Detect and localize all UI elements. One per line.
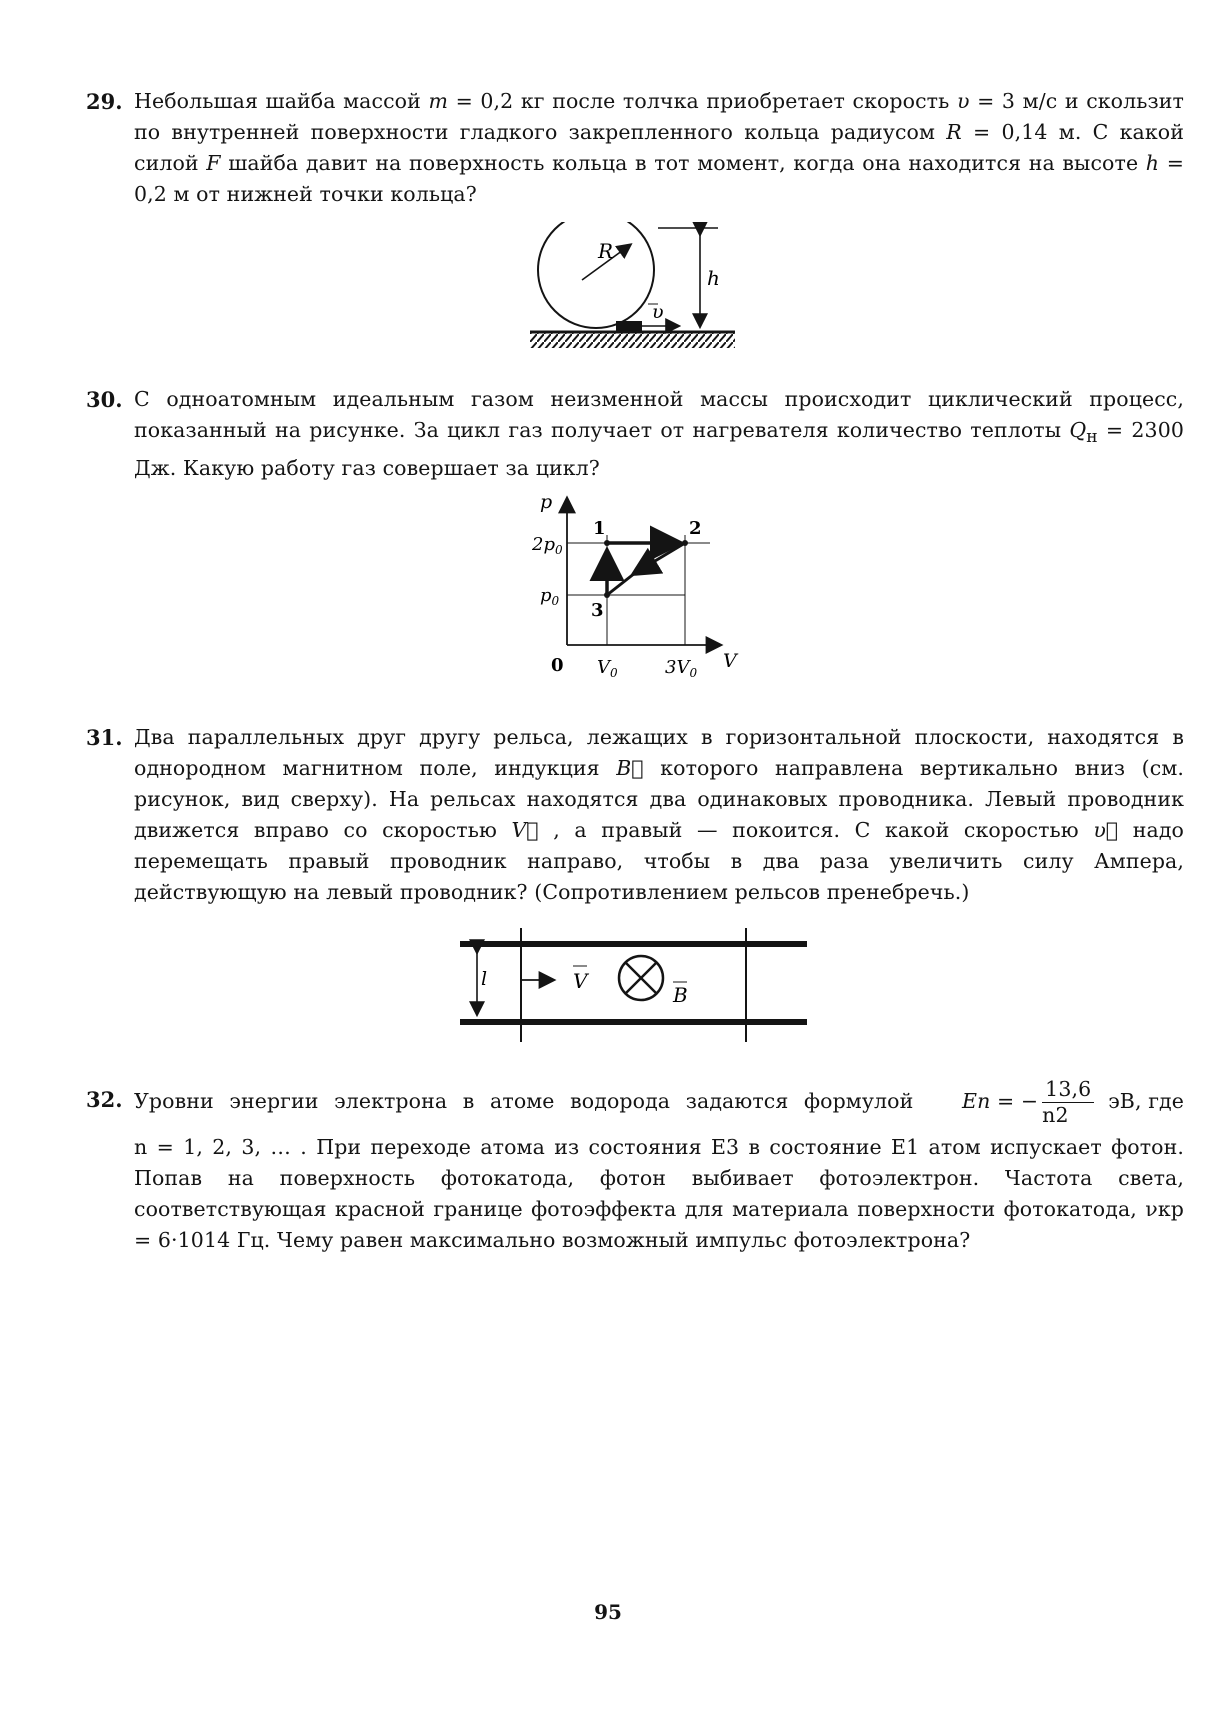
- formula-numerator: 13,6: [1042, 1076, 1094, 1103]
- formula-intro: Уровни энергии электрона в атоме водорода задаются формулой: [134, 1088, 914, 1113]
- pv-diagram: [530, 495, 740, 685]
- rails-figure: [455, 922, 815, 1047]
- problem-30: [86, 384, 1186, 484]
- y-axis-label: p: [540, 495, 553, 513]
- formula-fraction: [1042, 1076, 1094, 1127]
- formula-lhs: En = −: [962, 1088, 1039, 1113]
- formula-unit: эВ, где: [1108, 1088, 1184, 1113]
- problem-text: Небольшая шайба массой m = 0,2 кг после толчка приобретает скорость υ = 3 м/с и скользит по внутренней поверхности гладкого закрепленного кольца радиусом R = 0,14 м. С какой силой F шайба давит на поверхность кольца в тот момент, когда она находится на высоте h = 0,2 м от нижней точки кольца?: [134, 89, 1185, 206]
- origin-label: 0: [551, 655, 564, 676]
- puck: [616, 321, 642, 331]
- problem-text: С одноатомным идеальным газом неизменной массы происходит циклический процесс, показанный на рисунке. За цикл газ получает от нагревателя количество теплоты $Q_н = 2300$ Дж. Какую работу газ совершает за цикл?: [134, 387, 1184, 481]
- problem-text: [134, 1070, 1184, 1256]
- velocity-label: V: [573, 969, 588, 993]
- height-label: h: [707, 266, 720, 290]
- process-2-3: [635, 543, 685, 573]
- point-1-label: 1: [593, 518, 606, 539]
- point-2: [682, 540, 688, 546]
- field-label: B: [673, 983, 688, 1007]
- problem-text: Два параллельных друг другу рельса, лежащих в горизонтальной плоскости, находятся в однородном магнитном поле, индукция B⃗ которого направлена вертикально вниз (см. рисунок, вид сверху). На рельсах находятся два одинаковых проводника. Левый проводник движется вправо со скоростью V⃗ , а правый — покоится. С какой скоростью υ⃗ надо перемещать правый проводник направо, чтобы в два раза увеличить силу Ампера, действующую на левый проводник? (Сопротивлением рельсов пренебречь.): [134, 725, 1185, 904]
- radius-label: R: [598, 239, 614, 263]
- energy-formula: [962, 1076, 1184, 1127]
- x-tick-V0: $V_0$: [597, 657, 618, 680]
- point-3-label: 3: [591, 600, 604, 621]
- point-1: [604, 540, 610, 546]
- problem-number: 32.: [86, 1087, 123, 1112]
- problem-32-continuation: n = 1, 2, 3, … . При переходе атома из состояния E3 в состояние E1 атом испускает фотон. Попав на поверхность фотокатода, фотон выбивает фотоэлектрон. Частота света, соответствующая красной границе фотоэффекта для материала поверхности фотокатода, νкр = 6·1014 Гц. Чему равен максимально возможный импульс фотоэлектрона?: [134, 1135, 1184, 1252]
- problem-number: 30.: [86, 387, 123, 412]
- y-tick-2p0: $2p_0$: [532, 534, 563, 557]
- process-2-3-tail: [607, 573, 635, 595]
- formula-denominator: n2: [1042, 1102, 1069, 1127]
- problem-31: [86, 722, 1186, 908]
- velocity-label: υ: [652, 301, 664, 323]
- point-3: [604, 592, 610, 598]
- problem-number: 31.: [86, 725, 123, 750]
- problem-29: [86, 86, 1186, 210]
- ring-figure: [530, 222, 740, 357]
- problem-32: [86, 1070, 1186, 1256]
- page-number: 95: [594, 1600, 622, 1624]
- x-tick-3V0: $3V_0$: [665, 657, 698, 680]
- point-2-label: 2: [689, 518, 702, 539]
- y-tick-p0: $p_0$: [540, 585, 560, 608]
- problem-number: 29.: [86, 89, 123, 114]
- ground-hatching: [530, 333, 735, 348]
- distance-label: l: [481, 968, 488, 990]
- ring: [538, 222, 654, 328]
- x-axis-label: V: [723, 650, 737, 672]
